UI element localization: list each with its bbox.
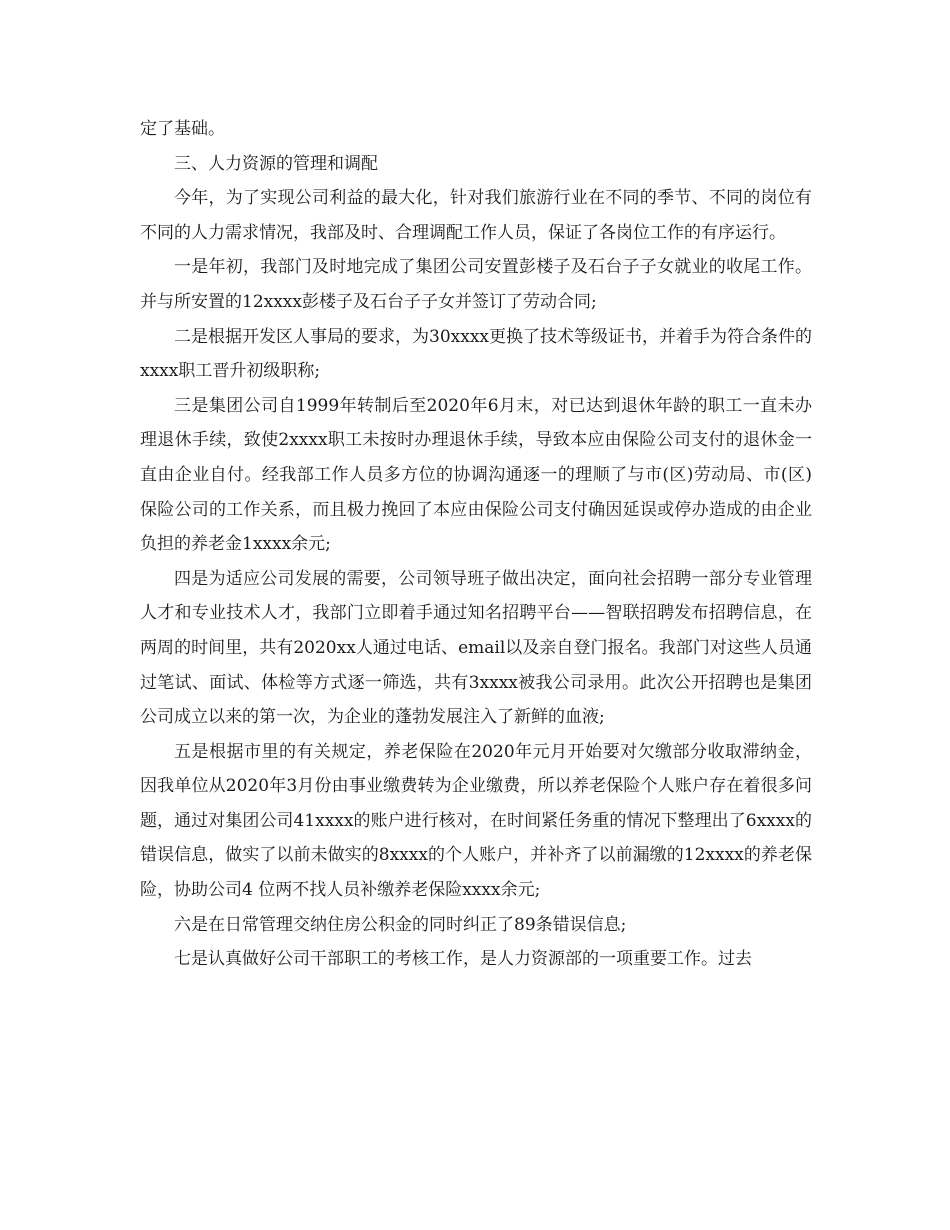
paragraph: 今年，为了实现公司利益的最大化，针对我们旅游行业在不同的季节、不同的岗位有不同的人力需求情况，我部及时、合理调配工作人员，保证了各岗位工作的有序运行。 <box>140 188 812 243</box>
section-heading: 三、人力资源的管理和调配 <box>174 153 378 174</box>
paragraph: 一是年初，我部门及时地完成了集团公司安置彭楼子及石台子子女就业的收尾工作。并与所安置的12xxxx彭楼子及石台子子女并签订了劳动合同; <box>140 257 812 312</box>
paragraph: 七是认真做好公司干部职工的考核工作，是人力资源部的一项重要工作。过去 <box>174 949 752 970</box>
paragraph: 四是为适应公司发展的需要，公司领导班子做出决定，面向社会招聘一部分专业管理人才和专业技术人才，我部门立即着手通过知名招聘平台——智联招聘发布招聘信息，在两周的时间里，共有2020xx人通过电话、email以及亲自登门报名。我部门对这些人员通过笔试、面试、体检等方式逐一筛选，共有3xxxx被我公司录用。此次公开招聘也是集团公司成立以来的第一次，为企业的蓬勃发展注入了新鲜的血液; <box>140 568 812 728</box>
document-body <box>140 112 812 977</box>
paragraph: 三是集团公司自1999年转制后至2020年6月末，对已达到退休年龄的职工一直未办理退休手续，致使2xxxx职工未按时办理退休手续，导致本应由保险公司支付的退休金一直由企业自付。经我部工作人员多方位的协调沟通逐一的理顺了与市(区)劳动局、市(区)保险公司的工作关系，而且极力挽回了本应由保险公司支付确因延误或停办造成的由企业负担的养老金1xxxx余元; <box>140 395 812 555</box>
paragraph: 二是根据开发区人事局的要求，为30xxxx更换了技术等级证书，并着手为符合条件的xxxx职工晋升初级职称; <box>140 326 812 382</box>
paragraph: 六是在日常管理交纳住房公积金的同时纠正了89条错误信息; <box>174 914 627 935</box>
paragraph: 定了基础。 <box>140 119 225 139</box>
paragraph: 五是根据市里的有关规定，养老保险在2020年元月开始要对欠缴部分收取滞纳金，因我单位从2020年3月份由事业缴费转为企业缴费，所以养老保险个人账户存在着很多问题，通过对集团公司41xxxx的账户进行核对，在时间紧任务重的情况下整理出了6xxxx的错误信息，做实了以前未做实的8xxxx的个人账户，并补齐了以前漏缴的12xxxx的养老保险，协助公司4 位两不找人员补缴养老保险xxxx余元; <box>140 741 812 901</box>
